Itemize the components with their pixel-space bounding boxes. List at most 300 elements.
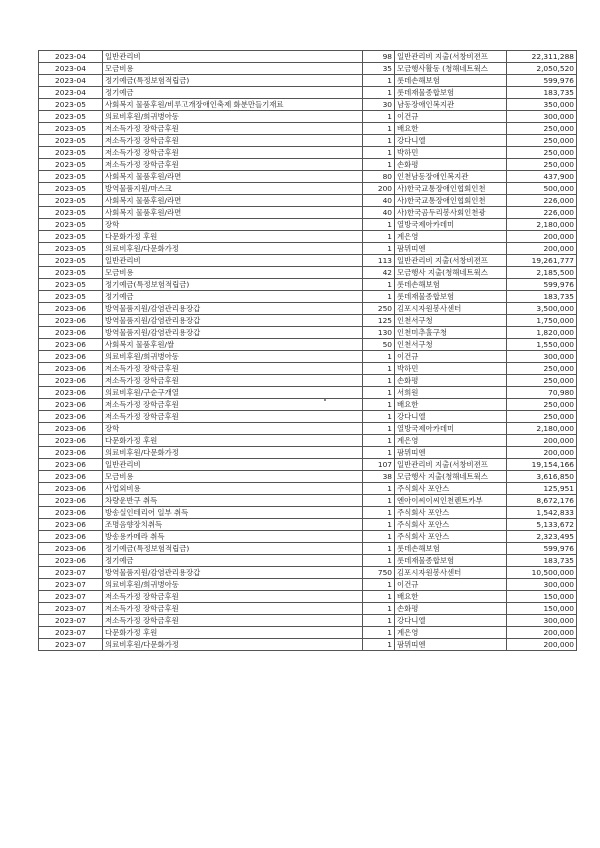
year-month-cell: 2023-04 [39,75,103,87]
recipient-cell: 열방국제아카데미 [395,423,507,435]
table-row [39,591,577,603]
amount-cell: 1,542,833 [507,507,577,519]
count-cell: 1 [363,147,395,159]
category-cell: 저소득가정 장학금후원 [103,135,363,147]
table-row [39,183,577,195]
year-month-cell: 2023-05 [39,219,103,231]
year-month-cell: 2023-07 [39,579,103,591]
amount-cell: 599,976 [507,543,577,555]
category-cell: 방역물품지원/감염관리용장갑 [103,303,363,315]
amount-cell: 200,000 [507,627,577,639]
amount-cell: 200,000 [507,243,577,255]
year-month-cell: 2023-06 [39,411,103,423]
table-row [39,123,577,135]
table-row [39,483,577,495]
year-month-cell: 2023-06 [39,459,103,471]
category-cell: 저소득가정 장학금후원 [103,123,363,135]
count-cell: 30 [363,99,395,111]
amount-cell: 500,000 [507,183,577,195]
table-row [39,327,577,339]
year-month-cell: 2023-07 [39,567,103,579]
amount-cell: 22,311,288 [507,51,577,63]
recipient-cell: 배요한 [395,399,507,411]
category-cell: 저소득가정 장학금후원 [103,603,363,615]
recipient-cell: 이건규 [395,579,507,591]
category-cell: 방송실인테리어 일부 취득 [103,507,363,519]
category-cell: 정기예금(특정보험적립금) [103,75,363,87]
count-cell: 250 [363,303,395,315]
table-row [39,603,577,615]
table-row [39,567,577,579]
amount-cell: 2,180,000 [507,219,577,231]
amount-cell: 3,616,850 [507,471,577,483]
year-month-cell: 2023-06 [39,531,103,543]
table-row [39,459,577,471]
recipient-cell: 롯데재물종합보험 [395,87,507,99]
expense-ledger-sheet [38,50,576,651]
table-row [39,279,577,291]
recipient-cell: 인천서구청 [395,339,507,351]
category-cell: 모금비용 [103,267,363,279]
recipient-cell: 일반관리비 지출(서창비젼프 [395,459,507,471]
table-row [39,303,577,315]
category-cell: 장학 [103,423,363,435]
table-row [39,423,577,435]
category-cell: 저소득가정 장학금후원 [103,375,363,387]
table-row [39,435,577,447]
category-cell: 저소득가정 장학금후원 [103,411,363,423]
recipient-cell: 사)한국교통장애인협회인천 [395,195,507,207]
recipient-cell: 주식회사 포안스 [395,519,507,531]
recipient-cell: 배요한 [395,123,507,135]
table-row [39,387,577,399]
amount-cell: 2,185,500 [507,267,577,279]
recipient-cell: 계은영 [395,435,507,447]
table-row [39,267,577,279]
category-cell: 저소득가정 장학금후원 [103,591,363,603]
count-cell: 1 [363,219,395,231]
table-row [39,291,577,303]
amount-cell: 300,000 [507,111,577,123]
count-cell: 1 [363,519,395,531]
recipient-cell: 주식회사 포안스 [395,483,507,495]
table-row [39,315,577,327]
table-row [39,363,577,375]
year-month-cell: 2023-04 [39,87,103,99]
table-row [39,99,577,111]
year-month-cell: 2023-05 [39,207,103,219]
category-cell: 다문화가정 후원 [103,231,363,243]
table-row [39,639,577,651]
category-cell: 모금비용 [103,471,363,483]
year-month-cell: 2023-04 [39,63,103,75]
year-month-cell: 2023-05 [39,99,103,111]
amount-cell: 10,500,000 [507,567,577,579]
table-row [39,171,577,183]
recipient-cell: 롯데손해보험 [395,279,507,291]
amount-cell: 300,000 [507,579,577,591]
count-cell: 1 [363,603,395,615]
year-month-cell: 2023-06 [39,423,103,435]
table-row [39,351,577,363]
count-cell: 1 [363,135,395,147]
recipient-cell: 롯데손해보험 [395,75,507,87]
recipient-cell: 팜뮈띠엔 [395,243,507,255]
recipient-cell: 박하민 [395,147,507,159]
year-month-cell: 2023-06 [39,543,103,555]
year-month-cell: 2023-06 [39,555,103,567]
amount-cell: 19,261,777 [507,255,577,267]
count-cell: 1 [363,627,395,639]
count-cell: 750 [363,567,395,579]
category-cell: 차량운반구 취득 [103,495,363,507]
count-cell: 125 [363,315,395,327]
recipient-cell: 주식회사 포안스 [395,507,507,519]
year-month-cell: 2023-05 [39,255,103,267]
amount-cell: 250,000 [507,375,577,387]
year-month-cell: 2023-07 [39,591,103,603]
category-cell: 사회복지 물품후원/라면 [103,195,363,207]
table-row [39,51,577,63]
amount-cell: 300,000 [507,351,577,363]
table-row [39,75,577,87]
category-cell: 저소득가정 장학금후원 [103,615,363,627]
amount-cell: 300,000 [507,615,577,627]
amount-cell: 200,000 [507,447,577,459]
recipient-cell: 모금행사활동 (청해네트웍스 [395,63,507,75]
amount-cell: 8,672,176 [507,495,577,507]
category-cell: 의료비후원/희귀병아동 [103,111,363,123]
table-row [39,135,577,147]
table-row [39,471,577,483]
recipient-cell: 강다니엘 [395,135,507,147]
recipient-cell: 김포시자원봉사센터 [395,303,507,315]
amount-cell: 1,820,000 [507,327,577,339]
count-cell: 1 [363,543,395,555]
category-cell: 의료비후원/다문화가정 [103,447,363,459]
count-cell: 1 [363,231,395,243]
recipient-cell: 모금행사 지출(청해네트웍스 [395,471,507,483]
amount-cell: 226,000 [507,207,577,219]
count-cell: 1 [363,423,395,435]
amount-cell: 5,133,672 [507,519,577,531]
count-cell: 98 [363,51,395,63]
count-cell: 1 [363,531,395,543]
recipient-cell: 열방국제아카데미 [395,219,507,231]
recipient-cell: 롯데재물종합보험 [395,291,507,303]
table-row [39,555,577,567]
amount-cell: 2,323,495 [507,531,577,543]
recipient-cell: 배요한 [395,591,507,603]
count-cell: 35 [363,63,395,75]
category-cell: 의료비후원/다문화가정 [103,639,363,651]
category-cell: 사회복지 물품후원/쌀 [103,339,363,351]
year-month-cell: 2023-06 [39,507,103,519]
recipient-cell: 인천남동장애인복지관 [395,171,507,183]
recipient-cell: 일반관리비 지출(서창비젼프 [395,255,507,267]
amount-cell: 350,000 [507,99,577,111]
table-row [39,411,577,423]
expense-table [38,50,577,651]
table-row [39,243,577,255]
category-cell: 방역물품지원/감염관리용장갑 [103,567,363,579]
recipient-cell: 계은영 [395,231,507,243]
table-row [39,147,577,159]
count-cell: 107 [363,459,395,471]
count-cell: 200 [363,183,395,195]
scan-speck [324,399,326,401]
amount-cell: 19,154,166 [507,459,577,471]
year-month-cell: 2023-07 [39,603,103,615]
table-row [39,495,577,507]
count-cell: 1 [363,495,395,507]
category-cell: 저소득가정 장학금후원 [103,363,363,375]
year-month-cell: 2023-05 [39,231,103,243]
category-cell: 사회복지 물품후원/라면 [103,207,363,219]
year-month-cell: 2023-05 [39,171,103,183]
amount-cell: 250,000 [507,135,577,147]
year-month-cell: 2023-06 [39,327,103,339]
table-row [39,399,577,411]
amount-cell: 183,735 [507,555,577,567]
count-cell: 1 [363,243,395,255]
year-month-cell: 2023-04 [39,51,103,63]
year-month-cell: 2023-06 [39,339,103,351]
count-cell: 1 [363,111,395,123]
count-cell: 1 [363,387,395,399]
year-month-cell: 2023-07 [39,627,103,639]
count-cell: 1 [363,591,395,603]
category-cell: 사업외비용 [103,483,363,495]
amount-cell: 200,000 [507,639,577,651]
year-month-cell: 2023-05 [39,111,103,123]
amount-cell: 150,000 [507,603,577,615]
count-cell: 1 [363,555,395,567]
category-cell: 의료비후원/다문화가정 [103,243,363,255]
year-month-cell: 2023-05 [39,159,103,171]
year-month-cell: 2023-07 [39,615,103,627]
year-month-cell: 2023-06 [39,315,103,327]
year-month-cell: 2023-05 [39,147,103,159]
category-cell: 일반관리비 [103,51,363,63]
year-month-cell: 2023-06 [39,399,103,411]
category-cell: 다문화가정 후원 [103,627,363,639]
recipient-cell: 남동장애인복지관 [395,99,507,111]
recipient-cell: 손화평 [395,159,507,171]
table-row [39,579,577,591]
category-cell: 저소득가정 장학금후원 [103,147,363,159]
amount-cell: 599,976 [507,75,577,87]
table-row [39,207,577,219]
count-cell: 113 [363,255,395,267]
category-cell: 사회복지 물품후원/라면 [103,171,363,183]
category-cell: 모금비용 [103,63,363,75]
table-row [39,255,577,267]
category-cell: 의료비후원/희귀병아동 [103,351,363,363]
recipient-cell: 손화평 [395,603,507,615]
category-cell: 저소득가정 장학금후원 [103,399,363,411]
count-cell: 1 [363,87,395,99]
count-cell: 1 [363,399,395,411]
recipient-cell: 주식회사 포안스 [395,531,507,543]
count-cell: 130 [363,327,395,339]
table-row [39,519,577,531]
category-cell: 의료비후원/희귀병아동 [103,579,363,591]
amount-cell: 226,000 [507,195,577,207]
year-month-cell: 2023-05 [39,243,103,255]
recipient-cell: 일반관리비 지출(서창비젼프 [395,51,507,63]
year-month-cell: 2023-05 [39,183,103,195]
count-cell: 1 [363,615,395,627]
category-cell: 장학 [103,219,363,231]
category-cell: 다문화가정 후원 [103,435,363,447]
table-row [39,111,577,123]
category-cell: 정기예금 [103,87,363,99]
year-month-cell: 2023-05 [39,135,103,147]
amount-cell: 200,000 [507,435,577,447]
category-cell: 정기예금 [103,291,363,303]
year-month-cell: 2023-05 [39,123,103,135]
amount-cell: 2,050,520 [507,63,577,75]
table-row [39,339,577,351]
amount-cell: 3,500,000 [507,303,577,315]
count-cell: 40 [363,207,395,219]
category-cell: 일반관리비 [103,255,363,267]
count-cell: 1 [363,639,395,651]
count-cell: 1 [363,447,395,459]
count-cell: 1 [363,159,395,171]
amount-cell: 250,000 [507,399,577,411]
category-cell: 의료비후원/구순구개열 [103,387,363,399]
category-cell: 방역물품지원/감염관리용장갑 [103,327,363,339]
table-row [39,63,577,75]
recipient-cell: 서희원 [395,387,507,399]
category-cell: 방역물품지원/마스크 [103,183,363,195]
recipient-cell: 강다니엘 [395,615,507,627]
year-month-cell: 2023-06 [39,387,103,399]
count-cell: 1 [363,375,395,387]
table-row [39,87,577,99]
count-cell: 1 [363,363,395,375]
year-month-cell: 2023-06 [39,303,103,315]
amount-cell: 250,000 [507,159,577,171]
year-month-cell: 2023-06 [39,363,103,375]
recipient-cell: 롯데재물종합보험 [395,555,507,567]
count-cell: 1 [363,435,395,447]
year-month-cell: 2023-05 [39,279,103,291]
table-row [39,447,577,459]
amount-cell: 70,980 [507,387,577,399]
count-cell: 1 [363,123,395,135]
category-cell: 일반관리비 [103,459,363,471]
year-month-cell: 2023-06 [39,483,103,495]
amount-cell: 183,735 [507,87,577,99]
count-cell: 80 [363,171,395,183]
table-row [39,615,577,627]
expense-table-body [39,51,577,651]
year-month-cell: 2023-06 [39,351,103,363]
table-row [39,507,577,519]
count-cell: 1 [363,507,395,519]
recipient-cell: 계은영 [395,627,507,639]
amount-cell: 1,750,000 [507,315,577,327]
amount-cell: 183,735 [507,291,577,303]
amount-cell: 200,000 [507,231,577,243]
count-cell: 1 [363,279,395,291]
recipient-cell: 인천서구청 [395,315,507,327]
recipient-cell: 이건규 [395,351,507,363]
count-cell: 42 [363,267,395,279]
category-cell: 사회복지 물품후원/비루고개장애인축제 화분만들기재료 [103,99,363,111]
count-cell: 1 [363,75,395,87]
year-month-cell: 2023-06 [39,435,103,447]
recipient-cell: 김포시자원봉사센터 [395,567,507,579]
amount-cell: 250,000 [507,363,577,375]
year-month-cell: 2023-06 [39,471,103,483]
recipient-cell: 엔아이씨이씨인천렌트카부 [395,495,507,507]
table-row [39,627,577,639]
table-row [39,219,577,231]
year-month-cell: 2023-05 [39,267,103,279]
amount-cell: 2,180,000 [507,423,577,435]
table-row [39,195,577,207]
amount-cell: 125,951 [507,483,577,495]
category-cell: 저소득가정 장학금후원 [103,159,363,171]
recipient-cell: 사)한국곰두리봉사회인천광 [395,207,507,219]
recipient-cell: 인천미추홀구청 [395,327,507,339]
recipient-cell: 손화평 [395,375,507,387]
count-cell: 38 [363,471,395,483]
table-row [39,531,577,543]
recipient-cell: 팜뮈띠엔 [395,639,507,651]
amount-cell: 250,000 [507,147,577,159]
recipient-cell: 박하민 [395,363,507,375]
year-month-cell: 2023-05 [39,291,103,303]
year-month-cell: 2023-06 [39,447,103,459]
count-cell: 40 [363,195,395,207]
amount-cell: 437,900 [507,171,577,183]
table-row [39,159,577,171]
recipient-cell: 모금행사 지출(청해네트웍스 [395,267,507,279]
recipient-cell: 사)한국교통장애인협회인천 [395,183,507,195]
year-month-cell: 2023-06 [39,375,103,387]
category-cell: 방역물품지원/감염관리용장갑 [103,315,363,327]
table-row [39,543,577,555]
count-cell: 1 [363,579,395,591]
recipient-cell: 팜뮈띠엔 [395,447,507,459]
count-cell: 1 [363,291,395,303]
category-cell: 방송용카메라 취득 [103,531,363,543]
category-cell: 정기예금(특정보험적립금) [103,543,363,555]
amount-cell: 250,000 [507,411,577,423]
category-cell: 정기예금 [103,555,363,567]
table-row [39,375,577,387]
count-cell: 50 [363,339,395,351]
count-cell: 1 [363,411,395,423]
year-month-cell: 2023-07 [39,639,103,651]
amount-cell: 599,976 [507,279,577,291]
recipient-cell: 롯데손해보험 [395,543,507,555]
amount-cell: 1,550,000 [507,339,577,351]
table-row [39,231,577,243]
recipient-cell: 강다니엘 [395,411,507,423]
count-cell: 1 [363,351,395,363]
category-cell: 정기예금(특정보험적립금) [103,279,363,291]
year-month-cell: 2023-06 [39,495,103,507]
year-month-cell: 2023-05 [39,195,103,207]
amount-cell: 150,000 [507,591,577,603]
year-month-cell: 2023-06 [39,519,103,531]
